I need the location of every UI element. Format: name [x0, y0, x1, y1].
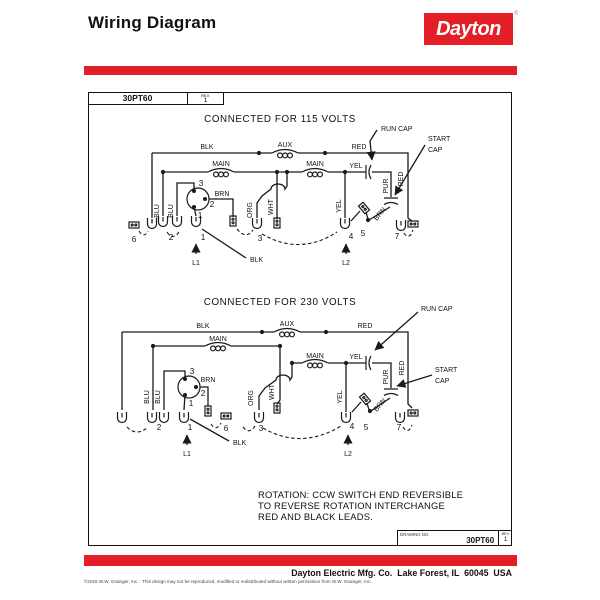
run-cap-leader — [375, 312, 418, 350]
terminal-post-3 — [255, 412, 264, 423]
switch-contact-1 — [192, 205, 196, 209]
jumper-arc — [404, 230, 413, 236]
jumper-arc — [262, 232, 337, 245]
company-address: Dayton Electric Mfg. Co. Lake Forest, IL 60045 USA — [291, 568, 512, 578]
label-brn-switch: BRN — [214, 191, 230, 198]
junction-dot — [343, 170, 347, 174]
red-divider-bottom — [84, 555, 517, 566]
jumper-arc — [127, 427, 148, 432]
junction-dot — [257, 151, 261, 155]
drawing-number-cell — [397, 530, 498, 546]
junction-dot — [278, 344, 282, 348]
drawing-number: 30PT60 — [88, 92, 188, 105]
switch-contact-3 — [183, 377, 187, 381]
main-winding-2 — [302, 360, 328, 368]
label-main-1: MAIN — [212, 161, 230, 168]
switch-contact-1 — [183, 393, 187, 397]
labels-115 — [132, 126, 451, 267]
run-cap-leader — [370, 130, 377, 160]
connector-terminal-6 — [129, 222, 139, 228]
rev-label: REV. — [201, 93, 210, 98]
jumper-arc — [211, 423, 221, 428]
label-main-1: MAIN — [209, 336, 227, 343]
junction-dot — [368, 409, 372, 413]
connector-red — [408, 221, 418, 227]
terminal-4-label: 4 — [349, 422, 355, 431]
terminal-post — [118, 412, 127, 423]
junction-dot — [285, 170, 289, 174]
label-blk: BLK — [200, 144, 214, 151]
label-brn-diag: BRN — [372, 397, 388, 414]
label-wht: WHT — [269, 384, 276, 400]
label-blk: BLK — [196, 323, 210, 330]
connector-brn — [205, 406, 211, 416]
label-brn-switch: BRN — [200, 377, 216, 384]
rotation-note-line3: RED AND BLACK LEADS. — [258, 511, 373, 522]
drawing-no-value: 30PT60 — [466, 536, 495, 545]
junction-dot — [151, 344, 155, 348]
label-aux: AUX — [277, 142, 293, 149]
terminal-post-4 — [342, 412, 351, 423]
terminal-post-1 — [180, 412, 189, 423]
label-yel-vert: YEL — [337, 390, 344, 404]
rotation-note-line2: TO REVERSE ROTATION INTERCHANGE — [258, 500, 445, 511]
connector-brn — [230, 216, 236, 226]
switch-contact-3 — [192, 189, 196, 193]
label-pur: PUR — [383, 178, 390, 194]
jumper-arc — [139, 231, 148, 235]
label-cap: CAP — [428, 147, 443, 154]
switch-contact-2 — [203, 197, 207, 201]
switch-label-2: 2 — [200, 389, 206, 398]
connector-wht — [274, 218, 280, 228]
terminal-5-label: 5 — [360, 229, 366, 238]
switch-label-1: 1 — [197, 211, 203, 220]
copyright-line: ©2015 W.W. Grainger, Inc. This design may not be reproduced, modified or redistributed without written permission from W.W. Grainger, Inc. — [84, 579, 372, 584]
junction-dot — [344, 361, 348, 365]
terminal-6-label: 6 — [223, 424, 229, 433]
jumper-arc — [263, 426, 341, 439]
label-yel: YEL — [349, 354, 363, 361]
label-blu-2: BLU — [155, 390, 162, 404]
wire-blk-red-top — [152, 153, 412, 221]
wire-blk-red-top — [122, 332, 412, 408]
label-blu-1: BLU — [154, 204, 161, 218]
label-red-vert: RED — [398, 171, 405, 187]
junction-dot — [324, 330, 328, 334]
jumper-arc — [243, 426, 255, 431]
terminal-2-label: 2 — [156, 423, 162, 432]
junction-dot — [161, 170, 165, 174]
junction-dot — [275, 170, 279, 174]
label-l1: L1 — [192, 260, 200, 267]
revision-cell — [498, 530, 512, 546]
label-l1: L1 — [183, 451, 191, 458]
label-start: START — [428, 136, 451, 143]
connector-red — [408, 410, 418, 416]
switch-label-2: 2 — [209, 200, 215, 209]
main-winding-2 — [302, 169, 328, 177]
label-l2: L2 — [344, 451, 352, 458]
terminal-post-7 — [396, 412, 405, 423]
switch-contact-2 — [194, 385, 198, 389]
rev-value: 1 — [203, 97, 208, 104]
connector-terminal-6 — [221, 413, 231, 419]
main-winding-1 — [208, 169, 234, 177]
rotation-note — [258, 489, 463, 522]
main-winding-1 — [205, 343, 231, 351]
label-red: RED — [351, 144, 367, 151]
terminal-3-label: 3 — [258, 424, 264, 433]
terminal-post-2a — [148, 412, 157, 423]
heading-230v: CONNECTED FOR 230 VOLTS — [203, 297, 357, 308]
jumper-arc — [403, 425, 412, 431]
blk-leader — [202, 229, 246, 258]
terminal-3-label: 3 — [257, 234, 263, 243]
switch-label-3: 3 — [198, 179, 204, 188]
connector-terminal-5 — [358, 202, 369, 214]
label-pur: PUR — [383, 369, 390, 385]
junction-dot — [366, 218, 370, 222]
start-capacitor — [384, 389, 398, 396]
terminal-6-label: 6 — [131, 235, 137, 244]
label-l2: L2 — [342, 260, 350, 267]
terminal-1-label: 1 — [200, 233, 206, 242]
drawing-no-label: DRAWING NO. — [400, 532, 430, 537]
run-capacitor — [366, 356, 371, 370]
aux-winding — [272, 150, 298, 158]
label-aux: AUX — [279, 321, 295, 328]
label-red: RED — [357, 323, 373, 330]
switch-label-3: 3 — [189, 367, 195, 376]
label-blu-1: BLU — [144, 390, 151, 404]
rev-label: REV. — [501, 532, 510, 536]
diagram-115-volts — [129, 114, 451, 267]
jumper-arc — [237, 229, 253, 235]
label-yel-vert: YEL — [336, 199, 343, 213]
terminal-post-2b — [160, 412, 169, 423]
junction-dot — [290, 361, 294, 365]
label-cap: CAP — [435, 378, 450, 385]
terminal-7-label: 7 — [394, 232, 400, 241]
run-capacitor — [366, 165, 371, 179]
jumper-arcs-115 — [139, 229, 413, 245]
start-cap-leader — [397, 375, 432, 386]
junction-dot — [323, 151, 327, 155]
terminal-post-4 — [341, 218, 350, 229]
title-block-bottom — [397, 530, 512, 546]
label-blk-lead: BLK — [233, 440, 247, 447]
rotation-note-line1: ROTATION: CCW SWITCH END REVERSIBLE — [258, 489, 464, 500]
wires-115 — [152, 153, 412, 221]
terminal-post — [148, 218, 157, 229]
aux-winding — [274, 329, 300, 337]
terminal-7-label: 7 — [396, 423, 402, 432]
label-main-2: MAIN — [306, 161, 324, 168]
label-blu-2: BLU — [168, 204, 175, 218]
label-run-cap: RUN CAP — [421, 306, 453, 313]
label-yel: YEL — [349, 163, 363, 170]
terminal-post-3 — [253, 218, 262, 229]
heading-115v: CONNECTED FOR 115 VOLTS — [204, 114, 356, 125]
label-wht: WHT — [268, 199, 275, 215]
junction-dot — [260, 330, 264, 334]
registered-mark: ® — [514, 11, 519, 17]
label-run-cap: RUN CAP — [381, 126, 413, 133]
switch-label-1: 1 — [188, 399, 194, 408]
page-title: Wiring Diagram — [88, 13, 217, 32]
label-red-vert: RED — [399, 360, 406, 376]
terminal-5-label: 5 — [363, 423, 369, 432]
terminal-post-7 — [397, 220, 406, 231]
diagram-230-volts — [118, 297, 459, 458]
terminal-2-label: 2 — [168, 233, 174, 242]
label-org: ORG — [247, 202, 254, 218]
connector-wht — [274, 403, 280, 413]
label-org: ORG — [248, 390, 255, 406]
dayton-logo-text: Dayton — [436, 17, 501, 40]
label-main-2: MAIN — [306, 353, 324, 360]
terminal-4-label: 4 — [348, 232, 354, 241]
connector-terminal-5 — [359, 393, 370, 405]
label-start: START — [435, 367, 458, 374]
start-capacitor — [384, 198, 398, 205]
wires-230 — [122, 332, 412, 412]
label-brn-diag: BRN — [372, 206, 388, 223]
jumper-arcs-230 — [127, 423, 412, 439]
label-blk-lead: BLK — [250, 257, 264, 264]
rev-value: 1 — [503, 537, 508, 543]
terminal-1-label: 1 — [187, 423, 193, 432]
